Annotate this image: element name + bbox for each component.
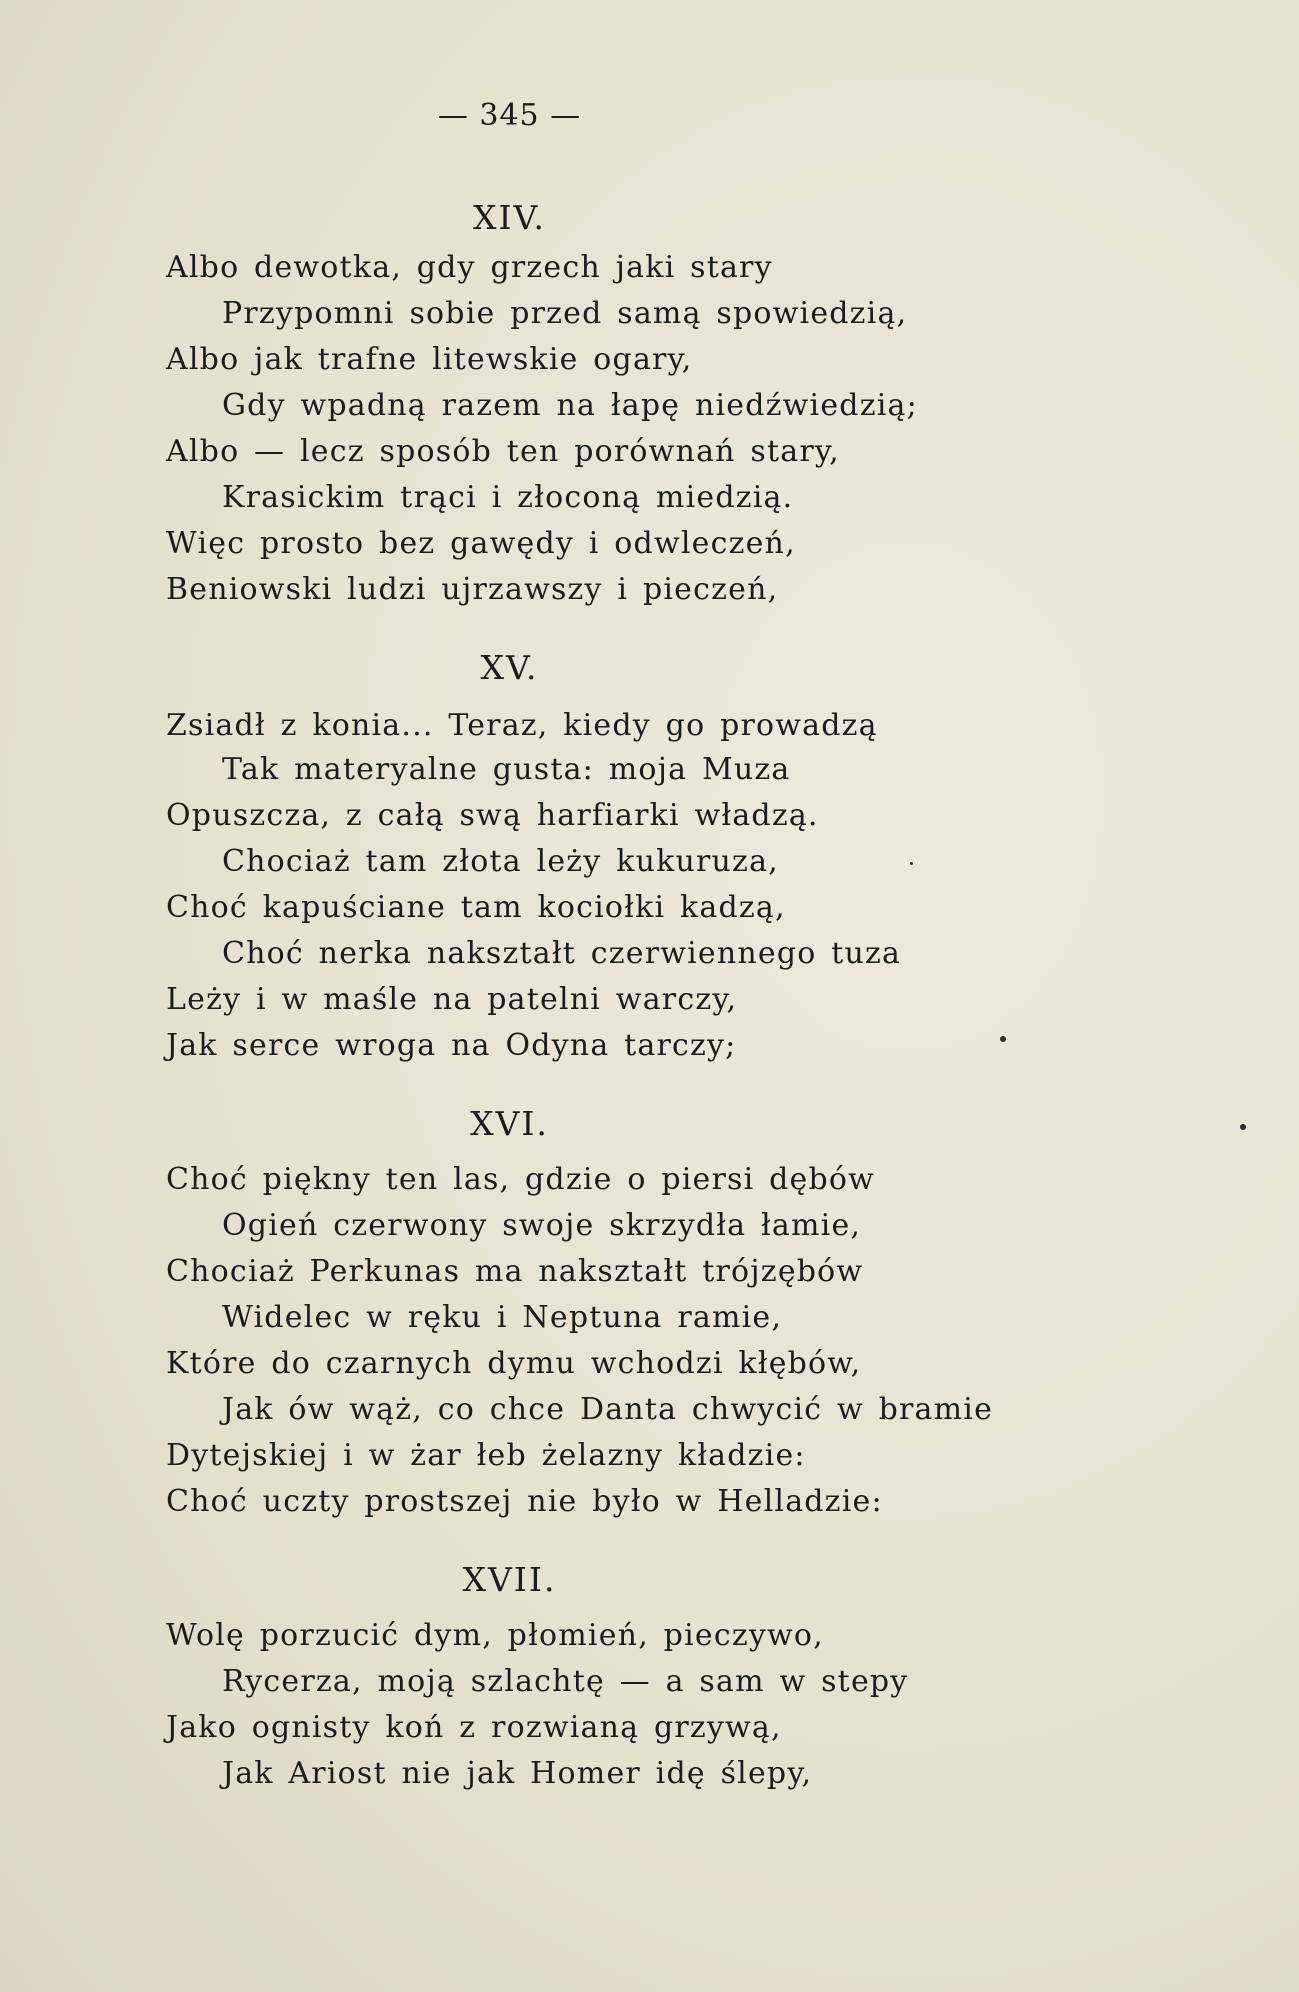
verse-line: Albo — lecz sposób ten porównań stary, — [166, 434, 840, 469]
page-number: — 345 — — [437, 98, 582, 133]
verse-line: Więc prosto bez gawędy i odwleczeń, — [166, 526, 796, 561]
verse-line: Jak ów wąż, co chce Danta chwycić w bramie — [222, 1392, 994, 1427]
verse-line: Beniowski ludzi ujrzawszy i pieczeń, — [166, 572, 779, 607]
stanza-number-xvi: XVI. — [470, 1104, 549, 1143]
verse-line: Opuszcza, z całą swą harfiarki władzą. — [166, 798, 819, 833]
paper-speck — [1240, 1124, 1246, 1130]
verse-line: Które do czarnych dymu wchodzi kłębów, — [166, 1346, 862, 1381]
verse-line: Leży i w maśle na patelni warczy, — [166, 982, 738, 1017]
stanza-number-xvii: XVII. — [462, 1560, 557, 1599]
verse-line: Wolę porzucić dym, płomień, pieczywo, — [166, 1618, 824, 1653]
verse-line: Gdy wpadną razem na łapę niedźwiedzią; — [222, 388, 918, 423]
stanza-number-xiv: XIV. — [472, 198, 547, 237]
verse-line: Jak Ariost nie jak Homer idę ślepy, — [222, 1756, 813, 1791]
verse-line: Zsiadł z konia... Teraz, kiedy go prowadzą — [166, 708, 878, 743]
verse-line: Przypomni sobie przed samą spowiedzią, — [222, 296, 908, 331]
stanza-number-xv: XV. — [480, 648, 539, 687]
verse-line: Jak serce wroga na Odyna tarczy; — [166, 1028, 737, 1063]
verse-line: Chociaż tam złota leży kukuruza, — [222, 844, 779, 879]
verse-line: Widelec w ręku i Neptuna ramie, — [222, 1300, 783, 1335]
paper-speck — [910, 862, 913, 865]
verse-line: Ogień czerwony swoje skrzydła łamie, — [222, 1208, 862, 1243]
verse-line: Albo jak trafne litewskie ogary, — [166, 342, 693, 377]
verse-line: Choć piękny ten las, gdzie o piersi dębów — [166, 1162, 876, 1197]
verse-line: Choć kapuściane tam kociołki kadzą, — [166, 890, 786, 925]
paper-speck — [1000, 1036, 1006, 1042]
verse-line: Chociaż Perkunas ma nakształt trójzębów — [166, 1254, 864, 1289]
verse-line: Dytejskiej i w żar łeb żelazny kładzie: — [166, 1438, 806, 1473]
verse-line: Rycerza, moją szlachtę — a sam w stepy — [222, 1664, 909, 1699]
verse-line: Choć uczty prostszej nie było w Helladzie: — [166, 1484, 883, 1519]
verse-line: Choć nerka nakształt czerwiennego tuza — [222, 936, 902, 971]
verse-line: Tak materyalne gusta: moja Muza — [222, 752, 791, 787]
verse-line: Albo dewotka, gdy grzech jaki stary — [166, 250, 773, 285]
verse-line: Jako ognisty koń z rozwianą grzywą, — [166, 1710, 782, 1745]
verse-line: Krasickim trąci i złoconą miedzią. — [222, 480, 794, 515]
